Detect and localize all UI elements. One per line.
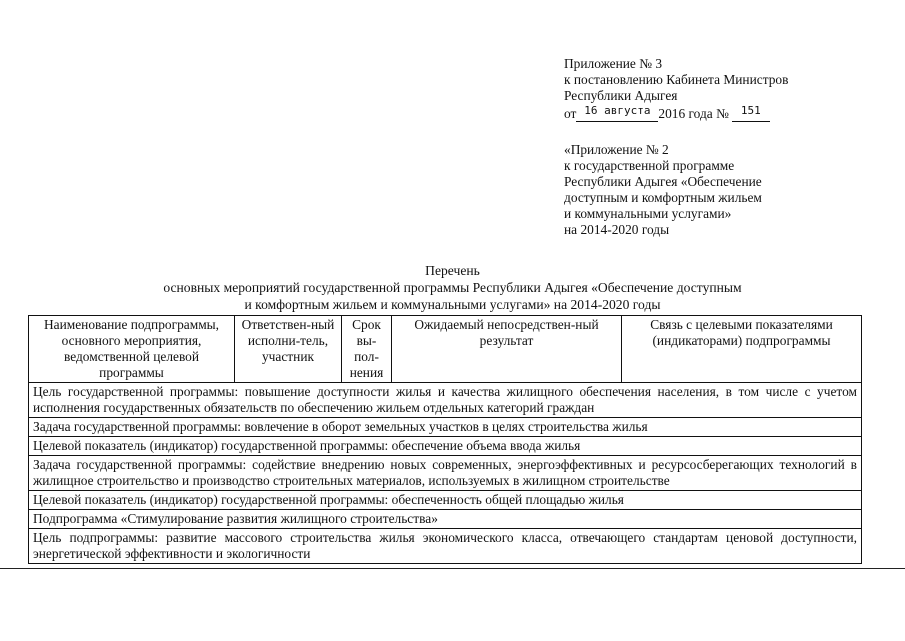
table-row	[29, 510, 862, 529]
appendix-line-3: Республики Адыгея	[564, 88, 678, 103]
table-row	[29, 529, 862, 564]
page-bottom-cutoff	[0, 568, 905, 641]
header-cell-term: Срок вы-пол-нения	[342, 316, 392, 383]
header-cell-indicators: Связь с целевыми показателями (индикаторами) подпрограммы	[622, 316, 862, 383]
header-cell-result: Ожидаемый непосредствен-ный результат	[392, 316, 622, 383]
appendix-line-1: Приложение № 3	[564, 56, 663, 71]
table-row-cell: Цель государственной программы: повышение доступности жилья и качества жилищного обеспечения населения, в том числе с учетом исполнения государственных обязательств по обеспечению жильем отдельных категорий граждан	[29, 383, 862, 418]
appendix-date-line	[564, 106, 770, 122]
appendix2-line-6: на 2014-2020 годы	[564, 222, 670, 237]
appendix2-line-5: и коммунальными услугами»	[564, 206, 732, 221]
number-handwritten: 151	[740, 104, 761, 117]
header-cell-name: Наименование подпрограммы, основного мероприятия, ведомственной целевой программы	[29, 316, 235, 383]
table-row-cell: Целевой показатель (индикатор) государственной программы: обеспечение объема ввода жилья	[29, 437, 862, 456]
number-handwritten-field	[732, 104, 770, 122]
table-row	[29, 383, 862, 418]
date-handwritten-field	[576, 104, 658, 122]
appendix2-line-4: доступным и комфортным жильем	[564, 190, 762, 205]
table-row	[29, 437, 862, 456]
table-row	[29, 491, 862, 510]
measures-table	[28, 315, 862, 564]
date-prefix: от	[564, 106, 577, 121]
table-row-cell: Задача государственной программы: вовлечение в оборот земельных участков в целях строительства жилья	[29, 418, 862, 437]
appendix2-line-3: Республики Адыгея «Обеспечение	[564, 174, 762, 189]
document-subtitle-1: основных мероприятий государственной программы Республики Адыгея «Обеспечение доступным	[163, 280, 742, 295]
header-cell-executor: Ответствен-ный исполни-тель, участник	[235, 316, 342, 383]
table-row	[29, 456, 862, 491]
document-title: Перечень	[425, 263, 480, 278]
table-row-cell: Задача государственной программы: содействие внедрению новых современных, энергоэффективных и ресурсосберегающих технологий в жилищное строительство и производство строительных материалов, используемых в жилищном строительстве	[29, 456, 862, 491]
document-subtitle-2: и комфортным жильем и коммунальными услугами» на 2014-2020 годы	[244, 297, 661, 312]
appendix2-line-2: к государственной программе	[564, 158, 735, 173]
date-mid: 2016 года №	[658, 106, 729, 121]
table-row-cell: Цель подпрограммы: развитие массового строительства жилья экономического класса, отвечающего стандартам ценовой доступности, энергетической эффективности и экологичности	[29, 529, 862, 564]
table-header-row	[29, 316, 862, 383]
date-handwritten: 16 августа	[584, 104, 651, 117]
appendix2-line-1: «Приложение № 2	[564, 142, 669, 157]
table-row-cell: Целевой показатель (индикатор) государственной программы: обеспеченность общей площадью жилья	[29, 491, 862, 510]
table-row	[29, 418, 862, 437]
appendix-line-2: к постановлению Кабинета Министров	[564, 72, 789, 87]
table-row-cell: Подпрограмма «Стимулирование развития жилищного строительства»	[29, 510, 862, 529]
